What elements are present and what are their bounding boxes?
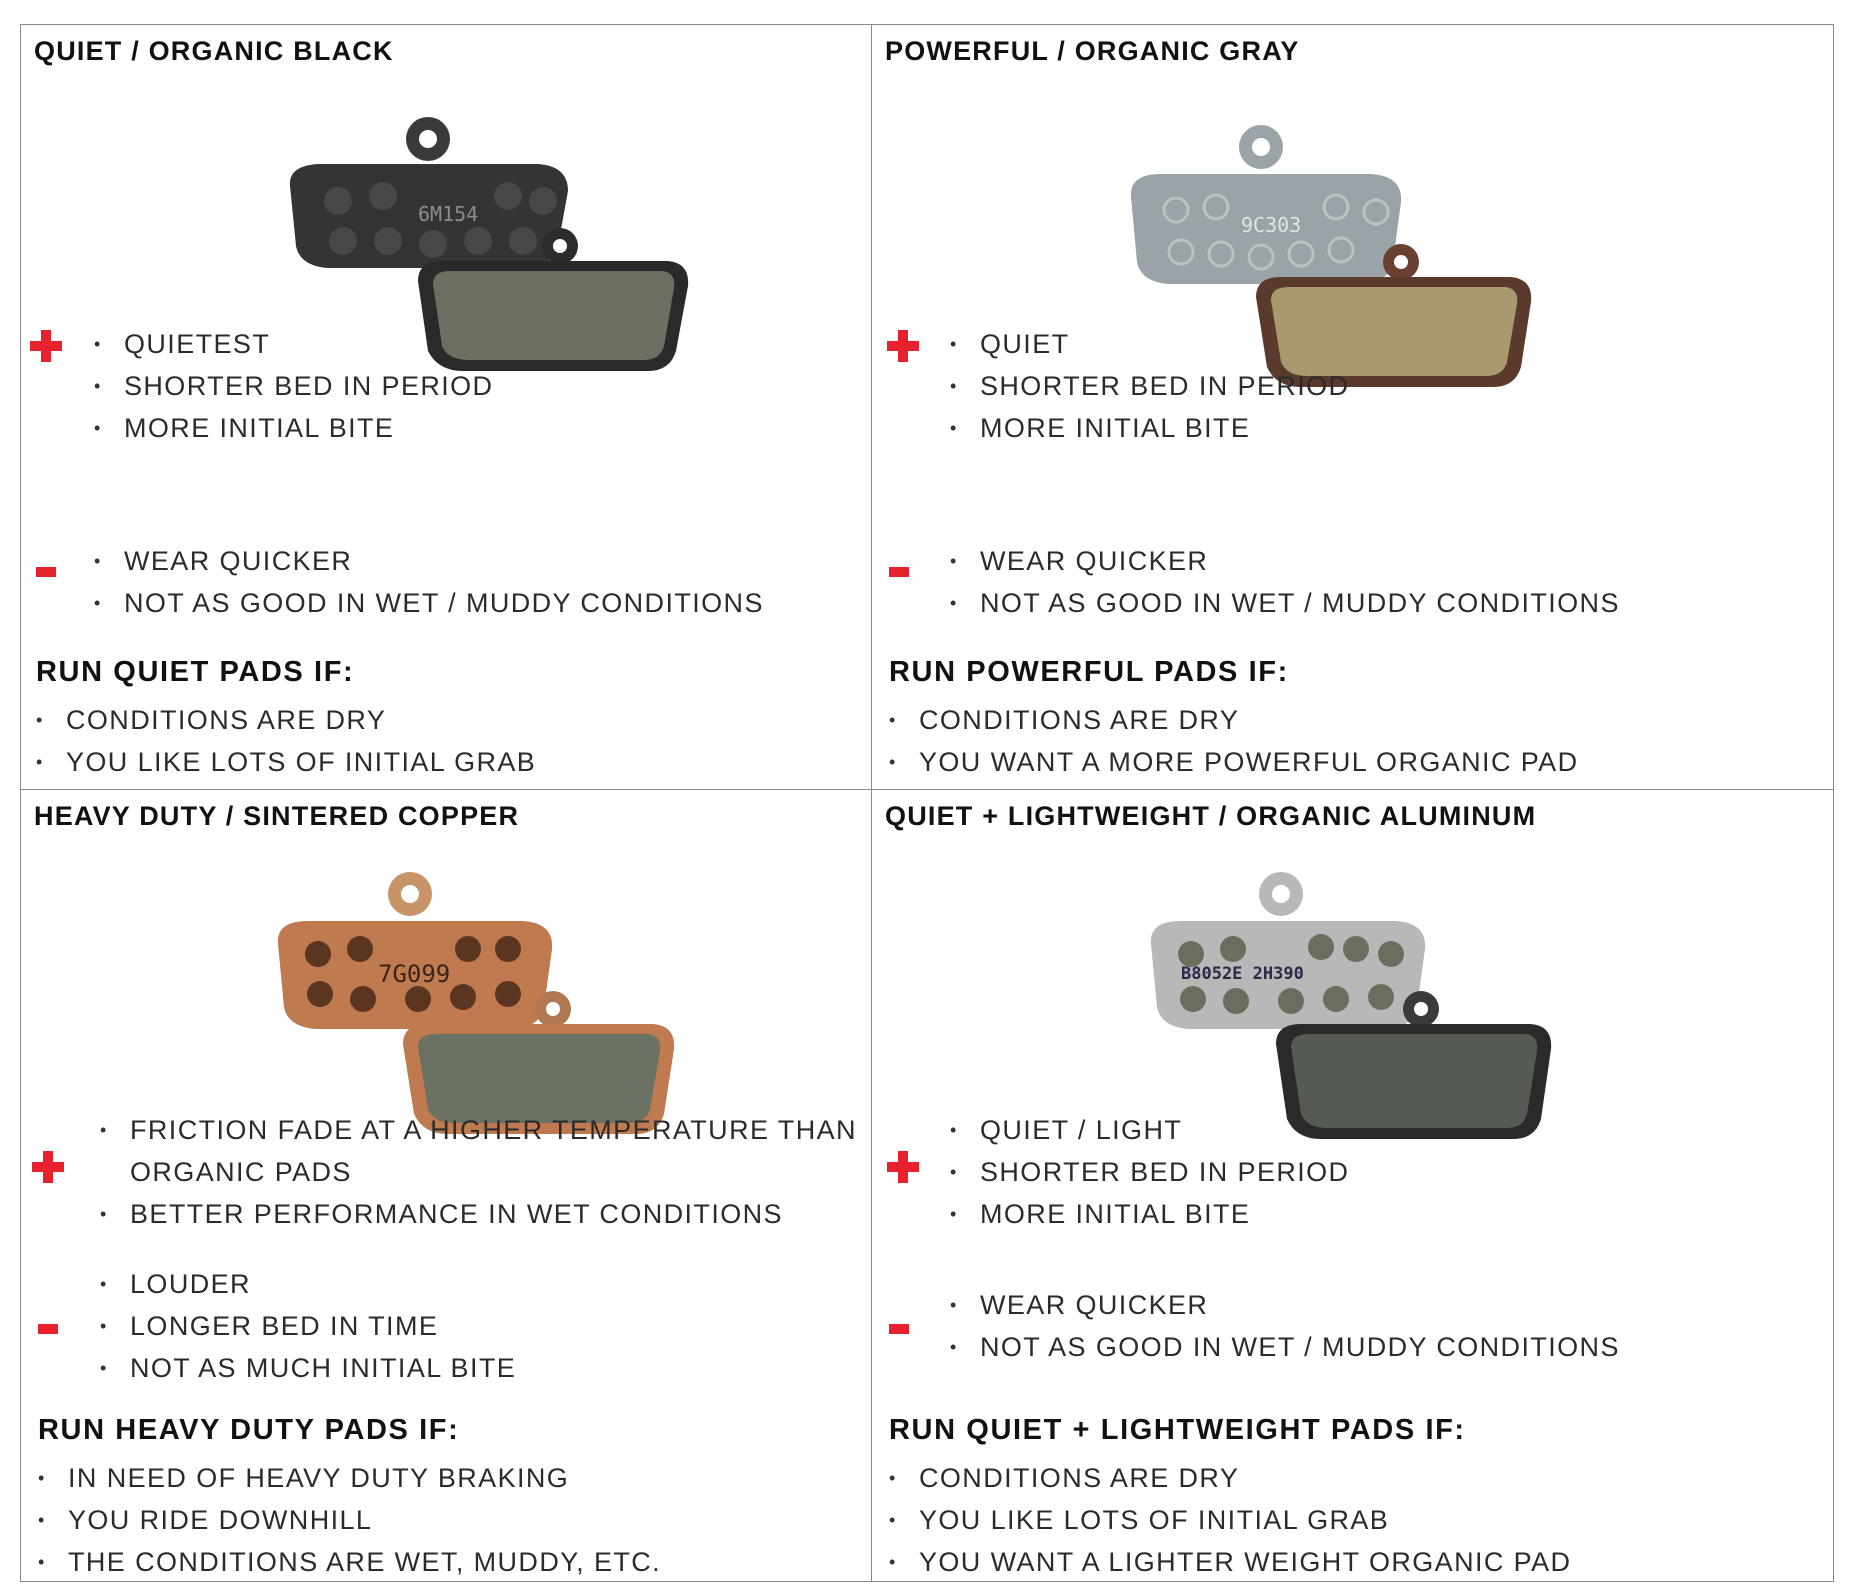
- cons-list: [950, 1284, 1620, 1368]
- con-item: • NOT AS GOOD IN WET / MUDDY CONDITIONS: [94, 582, 764, 624]
- con-item: • NOT AS GOOD IN WET / MUDDY CONDITIONS: [950, 582, 1620, 624]
- pro-item: • SHORTER BED IN PERIOD: [950, 365, 1349, 407]
- run-heading: RUN QUIET + LIGHTWEIGHT PADS IF:: [889, 1414, 1466, 1446]
- run-list: [889, 699, 1578, 783]
- cons-minus-icon: [38, 1324, 58, 1334]
- run-item: • YOU LIKE LOTS OF INITIAL GRAB: [889, 1499, 1571, 1541]
- pro-item: • SHORTER BED IN PERIOD: [94, 365, 493, 407]
- pro-item: • FRICTION FADE AT A HIGHER TEMPERATURE THAN: [100, 1109, 857, 1151]
- cons-minus-icon: [889, 1324, 909, 1334]
- pro-item: • MORE INITIAL BITE: [94, 407, 493, 449]
- pro-item: • QUIET / LIGHT: [950, 1109, 1349, 1151]
- run-item: • CONDITIONS ARE DRY: [36, 699, 536, 741]
- run-item: • YOU RIDE DOWNHILL: [38, 1499, 661, 1541]
- run-item: • YOU WANT A MORE POWERFUL ORGANIC PAD: [889, 741, 1578, 783]
- run-item: • CONDITIONS ARE DRY: [889, 699, 1578, 741]
- con-item: • LONGER BED IN TIME: [100, 1305, 516, 1347]
- brake-pad-copper-image: [268, 849, 698, 1149]
- pad-label: 9C303: [1241, 213, 1302, 237]
- pros-list: [950, 1109, 1349, 1235]
- con-item: • NOT AS GOOD IN WET / MUDDY CONDITIONS: [950, 1326, 1620, 1368]
- run-list: [36, 699, 536, 783]
- pro-item-continuation: ORGANIC PADS: [130, 1157, 352, 1187]
- con-item: • WEAR QUICKER: [950, 540, 1620, 582]
- pro-item: • SHORTER BED IN PERIOD: [950, 1151, 1349, 1193]
- run-item: • CONDITIONS ARE DRY: [889, 1457, 1571, 1499]
- pros-plus-icon: [887, 330, 919, 362]
- con-item: • WEAR QUICKER: [94, 540, 764, 582]
- run-item: • YOU WANT A LIGHTER WEIGHT ORGANIC PAD: [889, 1541, 1571, 1583]
- cell-title: HEAVY DUTY / SINTERED COPPER: [34, 801, 520, 831]
- pro-item: • QUIET: [950, 323, 1349, 365]
- pros-plus-icon: [32, 1151, 64, 1183]
- cell-organic-black: [20, 24, 871, 789]
- cell-sintered-copper: [20, 789, 871, 1582]
- cell-title: QUIET / ORGANIC BLACK: [34, 36, 394, 66]
- pro-item: • BETTER PERFORMANCE IN WET CONDITIONS: [100, 1193, 857, 1235]
- run-list: [38, 1457, 661, 1583]
- run-heading: RUN HEAVY DUTY PADS IF:: [38, 1414, 460, 1446]
- pros-list: [94, 323, 493, 449]
- cons-minus-icon: [889, 567, 909, 577]
- run-list: [889, 1457, 1571, 1583]
- pros-plus-icon: [887, 1151, 919, 1183]
- cell-organic-gray: [871, 24, 1834, 789]
- cons-list: [100, 1263, 516, 1389]
- cons-list: [950, 540, 1620, 624]
- pad-label: 7G099: [378, 960, 451, 988]
- con-item: • LOUDER: [100, 1263, 516, 1305]
- cell-organic-aluminum: [871, 789, 1834, 1582]
- pro-item: • MORE INITIAL BITE: [950, 407, 1349, 449]
- run-item: • THE CONDITIONS ARE WET, MUDDY, ETC.: [38, 1541, 661, 1583]
- con-item: • NOT AS MUCH INITIAL BITE: [100, 1347, 516, 1389]
- run-item: • YOU LIKE LOTS OF INITIAL GRAB: [36, 741, 536, 783]
- con-item: • WEAR QUICKER: [950, 1284, 1620, 1326]
- pros-plus-icon: [30, 330, 62, 362]
- brake-pad-aluminum-image: [1141, 849, 1581, 1149]
- cell-title: POWERFUL / ORGANIC GRAY: [885, 36, 1300, 66]
- pros-list: [100, 1109, 857, 1235]
- cons-list: [94, 540, 764, 624]
- run-item: • IN NEED OF HEAVY DUTY BRAKING: [38, 1457, 661, 1499]
- pro-item: • MORE INITIAL BITE: [950, 1193, 1349, 1235]
- pad-label: B8052E 2H390: [1181, 964, 1304, 984]
- pros-list: [950, 323, 1349, 449]
- cell-title: QUIET + LIGHTWEIGHT / ORGANIC ALUMINUM: [885, 801, 1537, 831]
- pad-label: 6M154: [418, 202, 479, 226]
- cons-minus-icon: [36, 567, 56, 577]
- run-heading: RUN QUIET PADS IF:: [36, 656, 355, 688]
- pro-item: • QUIETEST: [94, 323, 493, 365]
- run-heading: RUN POWERFUL PADS IF:: [889, 656, 1289, 688]
